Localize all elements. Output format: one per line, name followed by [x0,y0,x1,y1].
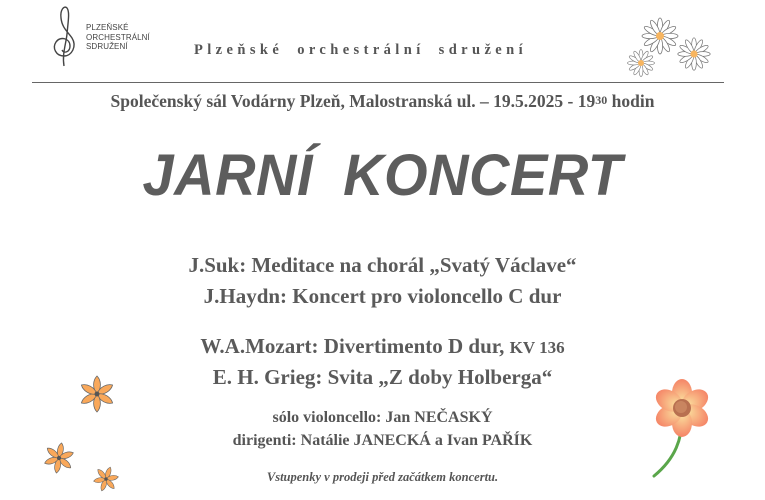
venue-date-time [0,91,765,112]
ticket-note: Vstupenky v prodeji před začátkem koncertu. [266,470,499,484]
program-item: J.Haydn: Koncert pro violoncello C dur [203,284,562,308]
venue-suffix: hodin [607,91,655,111]
venue-text: Společenský sál Vodárny Plzeň, Malostranská ul. – 19.5.2025 - 19 [110,91,596,111]
logo-line: PLZEŇSKÉ [86,23,129,32]
treble-clef-icon [50,4,82,70]
program-item-text: W.A.Mozart: Divertimento D dur, [200,334,505,358]
program-item [0,334,765,359]
header-divider [32,82,724,83]
organization-title: Plzeňské orchestrální sdružení [194,42,528,58]
concert-title: JARNÍ KONCERT [142,141,623,208]
daisy-flowers-icon [612,4,740,82]
logo-line: ORCHESTRÁLNÍ [86,32,150,42]
program-item: E. H. Grieg: Svita „Z doby Holberga“ [212,365,553,389]
program-item: J.Suk: Meditace na chorál „Svatý Václave“ [188,253,577,277]
catalogue-number: KV 136 [509,338,565,357]
conductors-credit: dirigenti: Natálie JANECKÁ a Ivan PAŘÍK [232,432,533,449]
orange-flowers-icon [30,360,140,500]
logo-line: SDRUŽENÍ [86,42,128,52]
soloist-credit: sólo violoncello: Jan NEČASKÝ [272,409,493,426]
pink-flower-icon [636,368,736,488]
time-minutes: 30 [595,93,608,107]
logo-text [86,23,150,52]
